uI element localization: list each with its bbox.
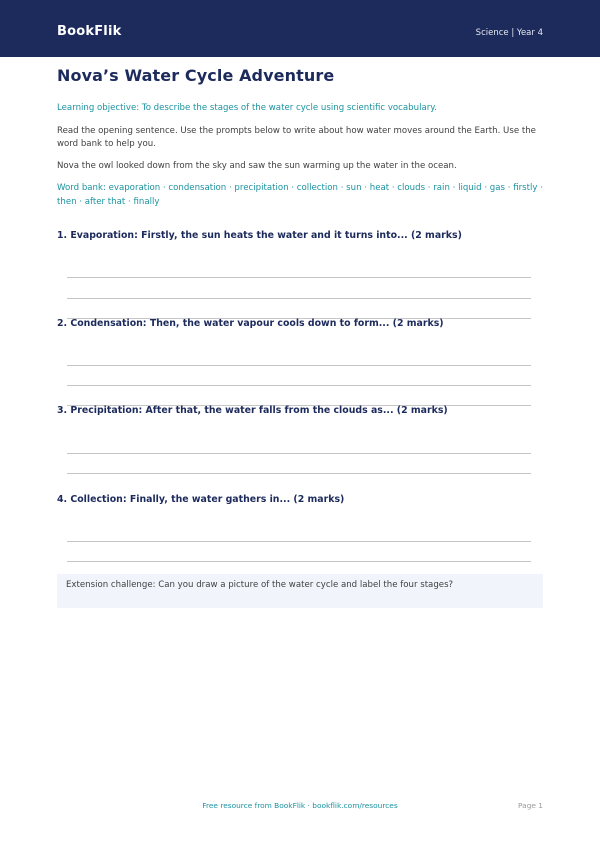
answer-line[interactable] bbox=[67, 385, 531, 386]
answer-line[interactable] bbox=[67, 541, 531, 542]
word-bank: Word bank: evaporation · condensation · precipitation · collection · sun · heat · clouds · rain · liquid · gas · firstly · then · after that · finally bbox=[57, 183, 543, 207]
page-header bbox=[0, 0, 600, 57]
answer-line[interactable] bbox=[67, 298, 531, 299]
extension-challenge-box bbox=[57, 574, 543, 608]
answer-line[interactable] bbox=[67, 277, 531, 278]
extension-challenge-text: Extension challenge: Can you draw a picture of the water cycle and label the four stages? bbox=[66, 580, 454, 590]
instructions-text: Read the opening sentence. Use the prompts below to write about how water moves around the Earth. Use the word bank to help you. bbox=[57, 126, 536, 149]
question-4: 4. Collection: Finally, the water gathers in... (2 marks) bbox=[57, 494, 345, 505]
footer-resource-link[interactable]: Free resource from BookFlik · bookflik.com/resources bbox=[202, 801, 398, 810]
answer-line[interactable] bbox=[67, 365, 531, 366]
question-1: 1. Evaporation: Firstly, the sun heats the water and it turns into... (2 marks) bbox=[57, 230, 462, 241]
answer-line[interactable] bbox=[67, 473, 531, 474]
opening-sentence: Nova the owl looked down from the sky and saw the sun warming up the water in the ocean. bbox=[57, 161, 457, 171]
question-2: 2. Condensation: Then, the water vapour cools down to form... (2 marks) bbox=[57, 318, 444, 329]
answer-line[interactable] bbox=[67, 561, 531, 562]
page-number: Page 1 bbox=[518, 801, 543, 810]
brand-logo[interactable]: BookFlik bbox=[57, 24, 122, 39]
question-3: 3. Precipitation: After that, the water falls from the clouds as... (2 marks) bbox=[57, 405, 448, 416]
learning-objective: Learning objective: To describe the stages of the water cycle using scientific vocabulary. bbox=[57, 103, 437, 113]
worksheet-intro bbox=[57, 66, 543, 209]
answer-line[interactable] bbox=[67, 453, 531, 454]
page-title: Nova’s Water Cycle Adventure bbox=[57, 66, 335, 85]
subject-year-label: Science | Year 4 bbox=[475, 28, 543, 38]
